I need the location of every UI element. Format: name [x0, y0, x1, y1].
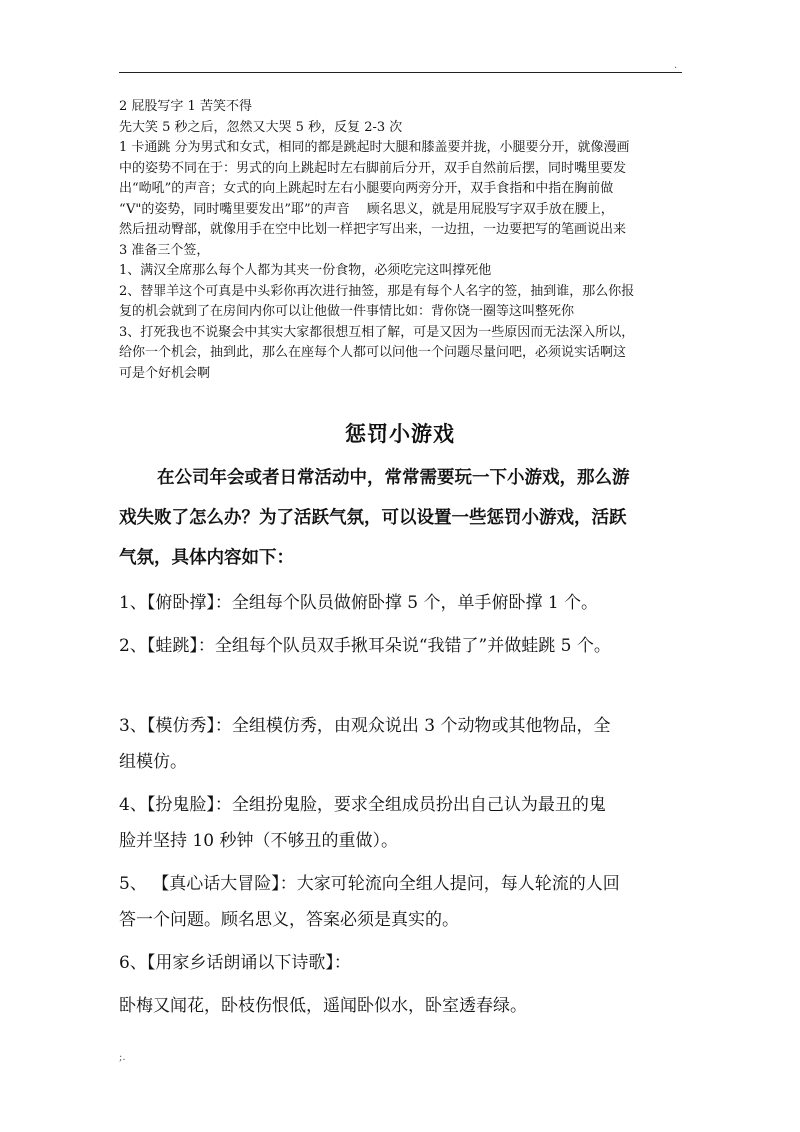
- header-rule: [119, 72, 682, 73]
- notes-line: 1、满汉全席那么每个人都为其夹一份食物，必须吃完这叫撑死他: [119, 263, 492, 278]
- notes-line: 然后扭动臀部，就像用手在空中比划一样把字写出来，一边扭，一边要把写的笔画说出来: [119, 222, 627, 237]
- notes-line: 可是个好机会啊: [119, 365, 211, 381]
- penalty-item-dialect-poem: 6、【用家乡话朗诵以下诗歌】：: [119, 953, 351, 973]
- intro-line: 在公司年会或者日常活动中，常常需要玩一下小游戏，那么游: [157, 468, 630, 488]
- spacer: [119, 664, 683, 701]
- header-corner-mark: .: [674, 60, 678, 71]
- page-title: 惩罚小游戏: [345, 422, 455, 446]
- notes-line: 1 卡通跳 分为男式和女式，相同的都是跳起时大腿和膝盖要并拢，小腿要分开，就像漫画: [119, 140, 630, 155]
- penalty-item-pushups: 1、【俯卧撑】：全组每个队员做俯卧撑 5 个，单手俯卧撑 1 个。: [119, 593, 599, 613]
- intro-line: 气氛，具体内容如下：: [119, 548, 294, 568]
- penalty-item-truth-or-dare-cont: 答一个问题。顾名思义，答案必须是真实的。: [119, 910, 459, 930]
- notes-line: 给你一个机会，抽到此，那么在座每个人都可以问他一个问题尽量问吧，必须说实话啊这: [119, 345, 627, 360]
- penalty-item-truth-or-dare: 5、 【真心话大冒险】：大家可轮流向全组人提问，每人轮流的人回: [119, 874, 620, 894]
- notes-line: “V"的姿势，同时嘴里要发出”耶”的声音 顾名思义，就是用屁股写字双手放在腰上，: [119, 201, 614, 217]
- poem-line: 卧梅又闻花，卧枝伤恨低，遥闻卧似水，卧室透春绿。: [119, 996, 527, 1016]
- notes-line: 2、替罪羊这个可真是中头彩你再次进行抽签，那是有每个人名字的签，抽到谁，那么你报: [119, 283, 635, 299]
- penalty-item-frog-jump: 2、【蛙跳】：全组每个队员双手揪耳朵说“我错了”并做蛙跳 5 个。: [119, 636, 611, 656]
- intro-line: 戏失败了怎么办？为了活跃气氛，可以设置一些惩罚小游戏，活跃: [119, 508, 627, 528]
- notes-line: 中的姿势不同在于：男式的向上跳起时左右脚前后分开，双手自然前后摆，同时嘴里要发: [119, 160, 627, 176]
- penalty-item-funny-face-cont: 脸并坚持 10 秒钟（不够丑的重做）。: [119, 831, 398, 851]
- notes-line: 3、打死我也不说聚会中其实大家都很想互相了解，可是又因为一些原因而无法深入所以，: [119, 324, 635, 340]
- penalty-list: [119, 585, 683, 1024]
- intro-paragraph: [119, 458, 683, 578]
- notes-line: 先大笑 5 秒之后，忽然又大哭 5 秒，反复 2-3 次: [119, 119, 403, 135]
- notes-section: [119, 97, 683, 384]
- footer-mark: ;.: [119, 1052, 126, 1063]
- penalty-item-imitation: 3、【模仿秀】：全组模仿秀，由观众说出 3 个动物或其他物品，全: [119, 716, 611, 736]
- notes-line: 3 准备三个签，: [119, 242, 210, 258]
- notes-line: 出“呦吼”的声音；女式的向上跳起时左右小腿要向两旁分开，双手食指和中指在胸前做: [119, 181, 614, 196]
- penalty-item-imitation-cont: 组模仿。: [119, 752, 187, 772]
- notes-line: 2 屁股写字 1 苦笑不得: [119, 99, 252, 114]
- penalty-item-funny-face: 4、【扮鬼脸】：全组扮鬼脸，要求全组成员扮出自己认为最丑的鬼: [119, 795, 606, 815]
- notes-line: 复的机会就到了在房间内你可以让他做一件事情比如：背你饶一圈等这叫整死你: [119, 304, 575, 319]
